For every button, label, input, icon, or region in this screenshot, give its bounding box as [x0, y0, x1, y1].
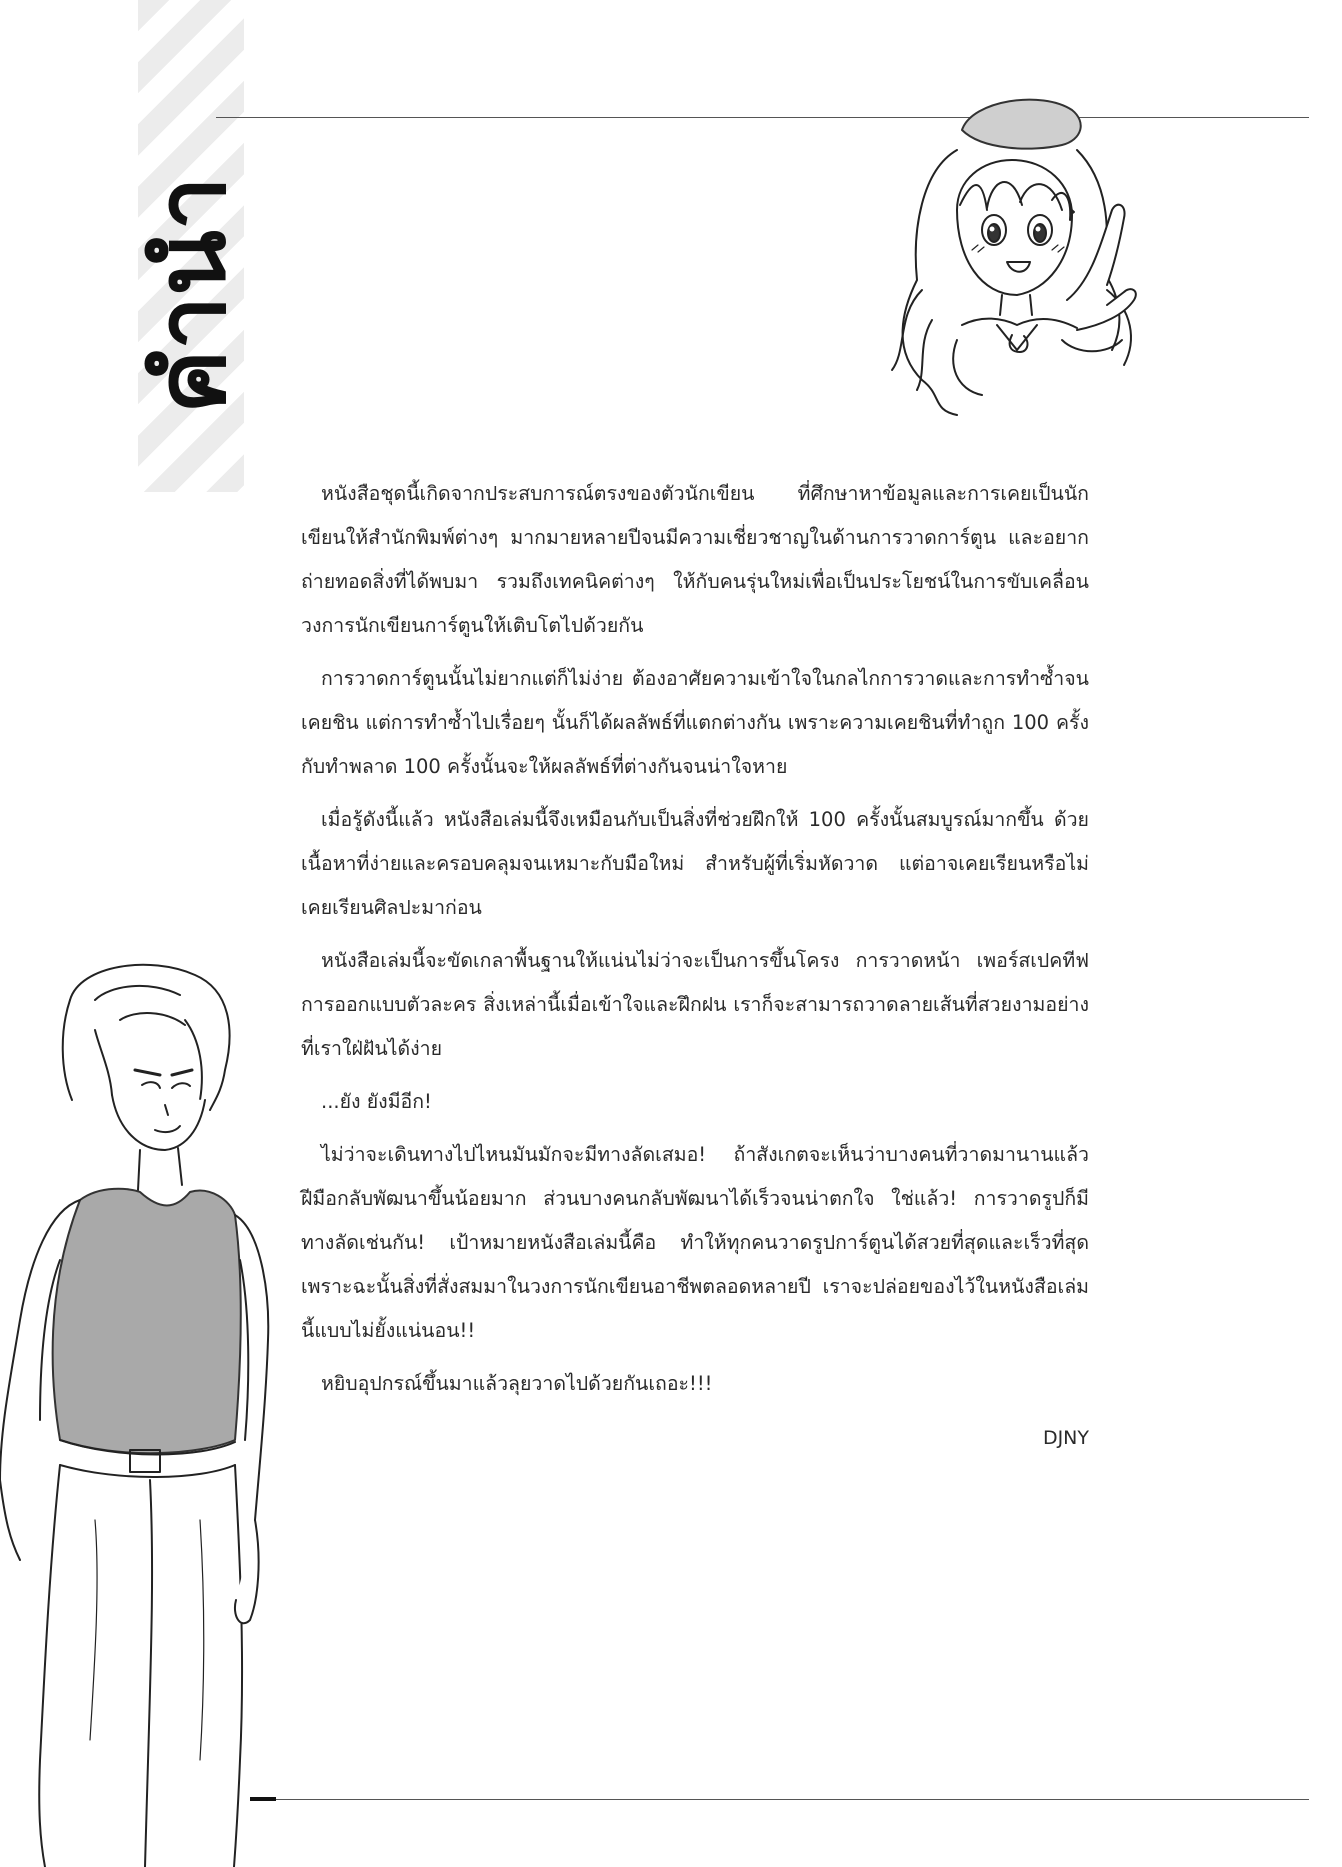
bottom-rule-accent — [250, 1797, 276, 1801]
chibi-girl-illustration — [862, 90, 1172, 430]
author-signature: DJNY — [1042, 1427, 1089, 1449]
bottom-rule — [250, 1799, 1309, 1800]
paragraph-3: เมื่อรู้ดังนี้แล้ว หนังสือเล่มนี้จึงเหมือนกับเป็นสิ่งที่ช่วยฝึกให้ 100 ครั้งนั้นสมบูรณ์มากขึ้น ด้วยเนื้อหาที่ง่ายและครอบคลุมจนเหมาะกับมือใหม่ สำหรับผู้ที่เริ่มหัดวาด แต่อาจเคยเรียนหรือไม่เคยเรียนศิลปะมาก่อน — [301, 808, 1089, 919]
paragraph-5: ...ยัง ยังมีอีก! — [321, 1090, 432, 1113]
preface-body — [301, 472, 1089, 1415]
paragraph-4: หนังสือเล่มนี้จะขัดเกลาพื้นฐานให้แน่นไม่ว่าจะเป็นการขึ้นโครง การวาดหน้า เพอร์สเปคทีฟ การออกแบบตัวละคร สิ่งเหล่านี้เมื่อเข้าใจและฝึกฝน เราก็จะสามารถวาดลายเส้นที่สวยงามอย่างที่เราใฝ่ฝันได้ง่าย — [301, 949, 1089, 1060]
paragraph-6: ไม่ว่าจะเดินทางไปไหนมันมักจะมีทางลัดเสมอ! ถ้าสังเกตจะเห็นว่าบางคนที่วาดมานานแล้วฝีมือกลับพัฒนาขึ้นน้อยมาก ส่วนบางคนกลับพัฒนาได้เร็วจนน่าตกใจ ใช่แล้ว! การวาดรูปก็มีทางลัดเช่นกัน! เป้าหมายหนังสือเล่มนี้คือ ทำให้ทุกคนวาดรูปการ์ตูนได้สวยที่สุดและเร็วที่สุด เพราะฉะนั้นสิ่งที่สั่งสมมาในวงการนักเขียนอาชีพตลอดหลายปี เราจะปล่อยของไว้ในหนังสือเล่มนี้แบบไม่ยั้งแน่นอน!! — [301, 1143, 1089, 1342]
page-title: คำนำ — [135, 176, 247, 414]
paragraph-7: หยิบอุปกรณ์ขึ้นมาแล้วลุยวาดไปด้วยกันเถอะ!!! — [321, 1372, 713, 1395]
paragraph-2: การวาดการ์ตูนนั้นไม่ยากแต่ก็ไม่ง่าย ต้องอาศัยความเข้าใจในกลไกการวาดและการทำซ้ำจนเคยชิน แต่การทำซ้ำไปเรื่อยๆ นั้นก็ได้ผลลัพธ์ที่แตกต่างกัน เพราะความเคยชินที่ทำถูก 100 ครั้ง กับทำพลาด 100 ครั้งนั้นจะให้ผลลัพธ์ที่ต่างกันจนน่าใจหาย — [301, 667, 1089, 778]
man-illustration — [0, 960, 320, 1867]
paragraph-1: หนังสือชุดนี้เกิดจากประสบการณ์ตรงของตัวนักเขียน ที่ศึกษาหาข้อมูลและการเคยเป็นนักเขียนให้สำนักพิมพ์ต่างๆ มากมายหลายปีจนมีความเชี่ยวชาญในด้านการวาดการ์ตูน และอยากถ่ายทอดสิ่งที่ได้พบมา รวมถึงเทคนิคต่างๆ ให้กับคนรุ่นใหม่เพื่อเป็นประโยชน์ในการขับเคลื่อนวงการนักเขียนการ์ตูนให้เติบโตไปด้วยกัน — [301, 482, 1089, 637]
